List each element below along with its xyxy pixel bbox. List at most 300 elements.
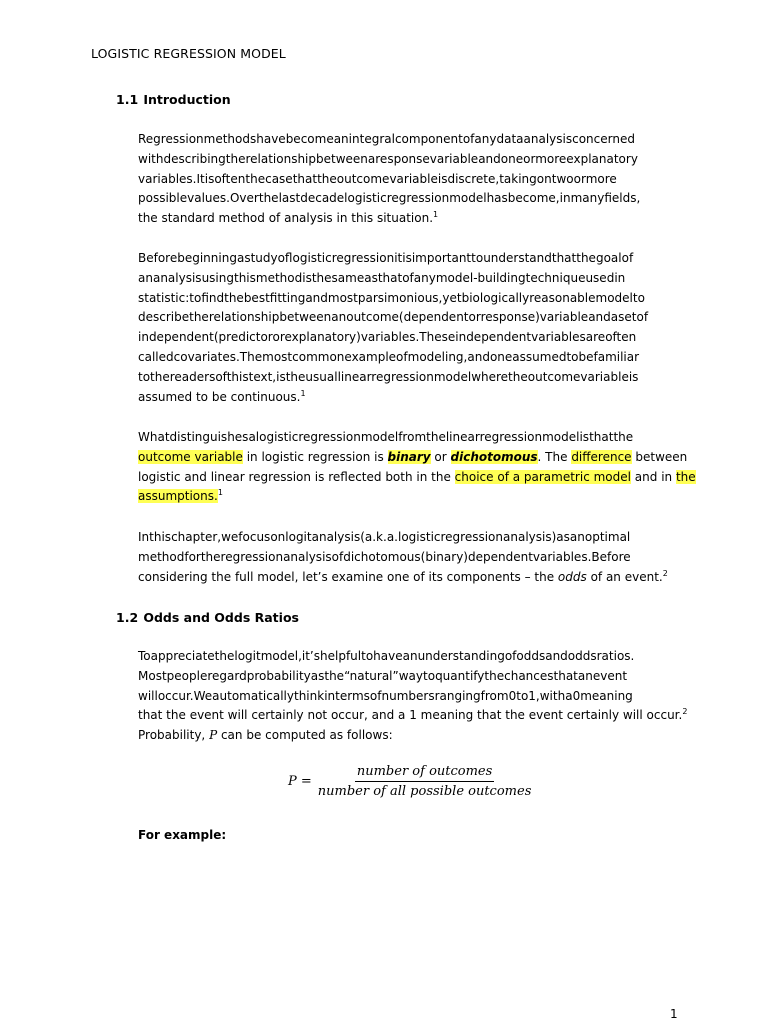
word: probability (246, 668, 311, 683)
word: an (331, 310, 347, 325)
word: it (394, 251, 403, 265)
word: where (471, 369, 509, 384)
paragraph-before-beginning (138, 249, 677, 407)
word: model-building (435, 270, 526, 285)
citation-2: 2 (662, 568, 668, 578)
word: of (621, 251, 634, 265)
word: of (636, 310, 649, 325)
word: a (367, 151, 376, 166)
word: parsimonious, (357, 290, 443, 305)
word: assumed (512, 349, 567, 364)
word: the (613, 430, 634, 444)
word: (binary) (420, 549, 468, 564)
word: the (225, 151, 246, 166)
word: Over (229, 191, 259, 206)
word: model (433, 369, 472, 384)
highlight-assumptions: assumptions. (138, 489, 218, 504)
line-text: in logistic regression is (242, 449, 388, 464)
paragraph-line (138, 487, 677, 507)
paragraph-line (138, 308, 677, 328)
word: example (344, 349, 397, 364)
word: between (316, 151, 368, 166)
line-text: assumed to be continuous. (138, 389, 301, 404)
word: the (200, 549, 221, 564)
word: explanatory (566, 151, 638, 166)
paragraph-line (138, 568, 677, 588)
word: yet (442, 290, 462, 305)
word: the (508, 369, 528, 384)
word: explanatory) (284, 330, 361, 345)
word: that (292, 171, 318, 186)
word: analysis (152, 270, 202, 285)
word: distinguishes (169, 430, 249, 444)
word: most (262, 349, 293, 364)
word: and (305, 290, 328, 305)
word: of (402, 270, 414, 285)
word: become (285, 132, 334, 146)
word: that (551, 251, 577, 265)
paragraph-line (138, 706, 688, 726)
word: regard (207, 668, 247, 683)
word: response) (480, 310, 540, 325)
line-text: can be computed as follows: (217, 728, 393, 743)
word: find (201, 290, 225, 305)
word: outcome (336, 171, 390, 186)
word: an (138, 270, 153, 285)
word: of (369, 688, 382, 703)
line-text: considering the full model, let’s examine one of its components – the (138, 569, 558, 584)
word: way (398, 668, 424, 683)
word: to (566, 349, 579, 364)
word: this (149, 530, 172, 544)
paragraph-line (138, 348, 677, 368)
word: focus (238, 530, 271, 544)
word: relationship (245, 151, 317, 166)
word: variables. (532, 549, 592, 564)
word: or (272, 330, 285, 345)
word: to (361, 649, 374, 663)
word: terms (335, 688, 370, 703)
word: will (138, 688, 158, 703)
word: study (244, 251, 278, 265)
word: have (256, 132, 286, 146)
word: from (398, 430, 427, 444)
word: modeling, (407, 349, 468, 364)
section-number: 1.2 (116, 610, 139, 625)
variable-p: P (209, 728, 218, 743)
paragraph-line (138, 687, 677, 707)
word: an (333, 132, 349, 146)
citation-1: 1 (433, 210, 439, 220)
paragraph-line (138, 368, 677, 388)
word: are (585, 330, 606, 345)
word: regression (371, 369, 434, 384)
word: “natural” (344, 668, 399, 683)
word: the (224, 290, 244, 305)
word: from (480, 688, 509, 703)
formula-lhs: P = (288, 774, 312, 789)
word: event (592, 668, 628, 683)
word: dichotomous (343, 549, 421, 564)
word: model (542, 430, 580, 444)
word: that (589, 430, 614, 444)
word: logistic (292, 251, 332, 265)
word: What (138, 430, 170, 444)
word: be (578, 349, 594, 364)
word: many (570, 191, 605, 206)
word: regression (298, 430, 361, 444)
word: understand (483, 251, 552, 265)
word: appreciate (150, 649, 215, 663)
citation-2: 2 (682, 707, 688, 717)
probability-formula (288, 764, 533, 799)
word: set (618, 310, 637, 325)
word: odds (516, 649, 546, 663)
word: To (138, 649, 151, 663)
word: discrete, (447, 171, 500, 186)
word: response (375, 151, 430, 166)
word: last (278, 191, 301, 206)
word: and (588, 310, 611, 325)
word: any (474, 132, 497, 146)
word: with (539, 688, 566, 703)
word: We (193, 688, 213, 703)
word: the (258, 191, 279, 206)
word: of (331, 549, 344, 564)
word: logistic (397, 530, 441, 544)
word: variables (531, 330, 586, 345)
paragraph-to-appreciate (138, 647, 688, 746)
word: The (239, 349, 263, 364)
paragraph-line (138, 428, 677, 448)
word: two (551, 171, 574, 186)
word: the (214, 649, 235, 663)
emphasis-odds: odds (557, 569, 587, 584)
word: data (496, 132, 524, 146)
word: an (569, 530, 585, 544)
word: Most (138, 668, 167, 683)
word: ranging (434, 688, 481, 703)
word: to (138, 369, 151, 384)
word: to (471, 251, 484, 265)
word: most (327, 290, 358, 305)
word: the (150, 369, 170, 384)
word: often (214, 171, 246, 186)
word: is (204, 171, 215, 186)
line-text: of an event. (586, 569, 663, 584)
word: the (426, 430, 446, 444)
word: of (504, 649, 517, 663)
word: as (364, 270, 378, 285)
word: describing (163, 151, 226, 166)
section-title: Introduction (143, 92, 231, 107)
word: in (614, 270, 626, 285)
word: It (196, 171, 205, 186)
word: the (189, 310, 209, 325)
word: values. (187, 191, 230, 206)
word: variable (539, 310, 589, 325)
word: think (293, 688, 325, 703)
word: method (138, 549, 185, 564)
word: odds (567, 649, 597, 663)
word: regression (479, 430, 543, 444)
word: to (423, 668, 436, 683)
word: model (595, 290, 633, 305)
word: that (553, 668, 578, 683)
word: independent (455, 330, 532, 345)
word: variables. (138, 171, 197, 186)
word: understanding (417, 649, 505, 663)
word: statistic: (138, 290, 190, 305)
word: In (138, 530, 150, 544)
word: relationship (208, 310, 280, 325)
formula-denominator: number of all possible outcomes (317, 784, 532, 799)
word: and (545, 649, 568, 663)
word: analysis (283, 549, 332, 564)
word: usual (305, 369, 338, 384)
word: a (610, 310, 619, 325)
word: logistic (344, 191, 387, 206)
paragraph-regression-methods (138, 130, 677, 229)
word: automatically (212, 688, 294, 703)
word: it’s (301, 649, 320, 663)
citation-1: 1 (300, 388, 306, 398)
word: variable (389, 171, 438, 186)
word: on (536, 171, 552, 186)
word: logit (234, 649, 261, 663)
word: of (396, 349, 408, 364)
word: of (215, 369, 227, 384)
word: integral (348, 132, 395, 146)
word: Before (138, 251, 178, 265)
word: decade (300, 191, 345, 206)
word: biologically (461, 290, 530, 305)
word: analysis (523, 132, 573, 146)
word: has (486, 191, 508, 206)
word: that (377, 270, 403, 285)
word: same (331, 270, 365, 285)
word: have (373, 649, 403, 663)
word: of (462, 132, 475, 146)
word: common (292, 349, 345, 364)
word: is (628, 369, 639, 384)
word: concerned (572, 132, 635, 146)
paragraph-line (138, 269, 677, 289)
word: reasonable (529, 290, 596, 305)
word: logistic (255, 430, 299, 444)
word: chapter, (171, 530, 222, 544)
word: outcome (527, 369, 581, 384)
paragraph-line (138, 289, 677, 309)
word: readers (169, 369, 216, 384)
word: a (565, 688, 573, 703)
word: numbers (381, 688, 435, 703)
paragraph-line (138, 647, 677, 667)
word: in (559, 191, 571, 206)
word: technique (525, 270, 586, 285)
paragraph-line (138, 189, 677, 209)
paragraph-line (138, 328, 677, 348)
word: we (221, 530, 239, 544)
word: best (243, 290, 270, 305)
word: taking (499, 171, 537, 186)
word: optimal (584, 530, 631, 544)
word: to (632, 290, 645, 305)
word: or (468, 310, 481, 325)
word: possible (138, 191, 188, 206)
word: the (245, 171, 266, 186)
line-text: logistic and linear regression is reflected both in the (138, 469, 455, 484)
word: is (276, 369, 286, 384)
highlight-the: the (675, 469, 696, 484)
word: more (585, 171, 617, 186)
word: helpful (320, 649, 362, 663)
word: regression (220, 549, 284, 564)
word: 1, (528, 688, 540, 703)
document-title: LOGISTIC REGRESSION MODEL (91, 46, 286, 61)
paragraph-line (138, 528, 677, 548)
word: the (576, 251, 596, 265)
word: Before (591, 549, 631, 564)
word: the (324, 668, 345, 683)
word: describe (138, 310, 190, 325)
word: model, (260, 649, 302, 663)
word: dependent (467, 549, 533, 564)
paragraph-line (138, 150, 677, 170)
paragraph-line (138, 726, 677, 746)
word: for (184, 549, 201, 564)
word: become, (507, 191, 560, 206)
word: called (138, 349, 174, 364)
word: the (285, 369, 306, 384)
word: more (535, 151, 567, 166)
word: independent (138, 330, 214, 345)
word: linear (445, 430, 480, 444)
word: outcome (346, 310, 399, 325)
word: is (437, 171, 448, 186)
word: this (226, 369, 249, 384)
line-text: that the event will certainly not occur, and a 1 meaning that the event certainly will occur. (138, 708, 683, 723)
paragraph-what-distinguishes (138, 428, 696, 507)
word: in (324, 688, 336, 703)
word: using (201, 270, 234, 285)
word: logit (285, 530, 312, 544)
word: model (449, 191, 487, 206)
word: a (248, 430, 256, 444)
word: regression (331, 251, 395, 265)
citation-1: 1 (217, 488, 223, 498)
word: with (138, 151, 164, 166)
word: fields, (604, 191, 641, 206)
word: goal (595, 251, 622, 265)
word: regression (386, 191, 450, 206)
word: variable (429, 151, 479, 166)
highlight-dichotomous: dichotomous (450, 449, 538, 464)
word: an (577, 668, 593, 683)
word: this (233, 270, 256, 285)
line-text: between (631, 449, 688, 464)
paragraph-line (138, 388, 677, 408)
word: quantify (435, 668, 485, 683)
paragraph-line (138, 448, 688, 468)
word: and (478, 151, 501, 166)
word: methods (203, 132, 257, 146)
word: (a.k.a. (360, 530, 398, 544)
word: and (467, 349, 490, 364)
word: is (579, 430, 590, 444)
word: fitting (269, 290, 306, 305)
paragraph-line (138, 170, 677, 190)
word: used (585, 270, 615, 285)
highlight-difference: difference (571, 449, 632, 464)
word: between (279, 310, 332, 325)
page-number: 1 (670, 1007, 678, 1021)
paragraph-line (138, 548, 677, 568)
word: regression (440, 530, 504, 544)
section-number: 1.1 (116, 92, 139, 107)
word: case (265, 171, 293, 186)
word: is (402, 251, 412, 265)
paragraph-in-this-chapter (138, 528, 677, 587)
word: ratios. (596, 649, 635, 663)
word: or (573, 171, 586, 186)
formula-fraction (316, 764, 534, 799)
line-text: . The (537, 449, 572, 464)
word: (dependent (398, 310, 469, 325)
word: component (394, 132, 463, 146)
word: the (311, 270, 332, 285)
highlight-binary: binary (387, 449, 431, 464)
highlight-choice-of-model: choice of a parametric model (454, 469, 631, 484)
example-label: For example: (138, 828, 227, 842)
word: an (402, 649, 418, 663)
word: any (413, 270, 436, 285)
word: variables. (360, 330, 420, 345)
word: linear (337, 369, 372, 384)
paragraph-line (138, 249, 677, 269)
word: These (419, 330, 456, 345)
word: a (236, 251, 245, 265)
word: as (310, 668, 325, 683)
word: 0 (572, 688, 581, 703)
paragraph-line (138, 468, 696, 488)
word: of (277, 251, 293, 265)
word: often (605, 330, 637, 345)
word: variable (580, 369, 629, 384)
word: one (500, 151, 524, 166)
paragraph-line (138, 130, 677, 150)
word: to (516, 688, 529, 703)
word: beginning (177, 251, 237, 265)
word: or (523, 151, 536, 166)
word: as (556, 530, 570, 544)
word: Regression (138, 132, 204, 146)
word: people (166, 668, 208, 683)
section-heading-odds-ratios (116, 610, 299, 625)
word: one (489, 349, 513, 364)
paragraph-line (138, 667, 677, 687)
word: text, (248, 369, 277, 384)
line-text: or (430, 449, 451, 464)
word: important (411, 251, 472, 265)
word: the (317, 171, 337, 186)
highlight-outcome-variable: outcome variable (138, 449, 243, 464)
word: familiar (593, 349, 640, 364)
word: method (255, 270, 303, 285)
word: chances (504, 668, 554, 683)
word: analysis) (503, 530, 557, 544)
word: meaning (580, 688, 633, 703)
